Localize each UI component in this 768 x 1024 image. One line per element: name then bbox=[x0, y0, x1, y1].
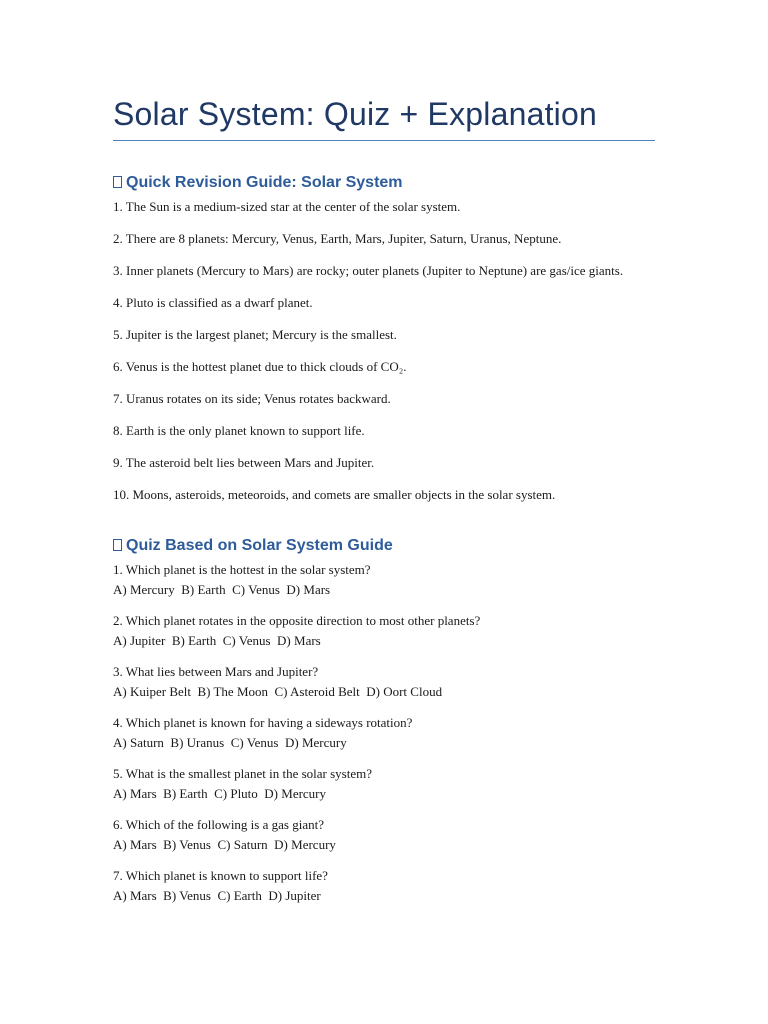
quiz-question-item bbox=[113, 662, 655, 702]
missing-glyph-icon bbox=[113, 539, 122, 551]
quiz-options-text: A) Kuiper Belt B) The Moon C) Asteroid Belt D) Oort Cloud bbox=[113, 684, 443, 699]
quiz-options-text: A) Mars B) Venus C) Saturn D) Mercury bbox=[113, 837, 336, 852]
quiz-question-text: 1. Which planet is the hottest in the solar system? bbox=[113, 562, 371, 577]
guide-item: 3. Inner planets (Mercury to Mars) are rocky; outer planets (Jupiter to Neptune) are gas/ice giants. bbox=[113, 263, 624, 278]
quiz-options-text: A) Mars B) Earth C) Pluto D) Mercury bbox=[113, 786, 327, 801]
guide-item: 1. The Sun is a medium-sized star at the center of the solar system. bbox=[113, 199, 461, 214]
quiz-question-item bbox=[113, 611, 655, 651]
quiz-question-text: 2. Which planet rotates in the opposite direction to most other planets? bbox=[113, 613, 481, 628]
guide-item: 5. Jupiter is the largest planet; Mercury is the smallest. bbox=[113, 327, 397, 342]
guide-item: 2. There are 8 planets: Mercury, Venus, Earth, Mars, Jupiter, Saturn, Uranus, Neptune. bbox=[113, 231, 562, 246]
quiz-heading-text: Quiz Based on Solar System Guide bbox=[126, 537, 393, 554]
guide-item: 10. Moons, asteroids, meteoroids, and comets are smaller objects in the solar system. bbox=[113, 487, 556, 502]
document-title: Solar System: Quiz + Explanation bbox=[113, 96, 597, 132]
quiz-question-text: 7. Which planet is known to support life? bbox=[113, 868, 328, 883]
quiz-question-item bbox=[113, 764, 655, 804]
guide-item: 4. Pluto is classified as a dwarf planet. bbox=[113, 295, 313, 310]
quiz-question-item bbox=[113, 866, 655, 906]
quiz-options-text: A) Saturn B) Uranus C) Venus D) Mercury bbox=[113, 735, 347, 750]
quiz-question-text: 6. Which of the following is a gas giant? bbox=[113, 817, 324, 832]
document-page bbox=[113, 0, 655, 906]
title-divider bbox=[113, 140, 655, 141]
quiz-list bbox=[113, 560, 655, 906]
guide-item: 6. Venus is the hottest planet due to thick clouds of CO₂. bbox=[113, 359, 407, 374]
quiz-question-item bbox=[113, 560, 655, 600]
guide-heading bbox=[113, 172, 655, 194]
guide-item: 8. Earth is the only planet known to support life. bbox=[113, 423, 365, 438]
quiz-options-text: A) Mercury B) Earth C) Venus D) Mars bbox=[113, 582, 331, 597]
quiz-options-text: A) Jupiter B) Earth C) Venus D) Mars bbox=[113, 633, 321, 648]
quiz-options-text: A) Mars B) Venus C) Earth D) Jupiter bbox=[113, 888, 321, 903]
missing-glyph-icon bbox=[113, 176, 122, 188]
quiz-question-item bbox=[113, 713, 655, 753]
quiz-question-text: 4. Which planet is known for having a sideways rotation? bbox=[113, 715, 413, 730]
quiz-question-text: 5. What is the smallest planet in the solar system? bbox=[113, 766, 372, 781]
quiz-question-item bbox=[113, 815, 655, 855]
guide-list bbox=[113, 197, 655, 505]
guide-heading-text: Quick Revision Guide: Solar System bbox=[126, 174, 403, 191]
quiz-heading bbox=[113, 535, 655, 557]
guide-item: 9. The asteroid belt lies between Mars and Jupiter. bbox=[113, 455, 375, 470]
guide-item: 7. Uranus rotates on its side; Venus rotates backward. bbox=[113, 391, 391, 406]
quiz-question-text: 3. What lies between Mars and Jupiter? bbox=[113, 664, 319, 679]
